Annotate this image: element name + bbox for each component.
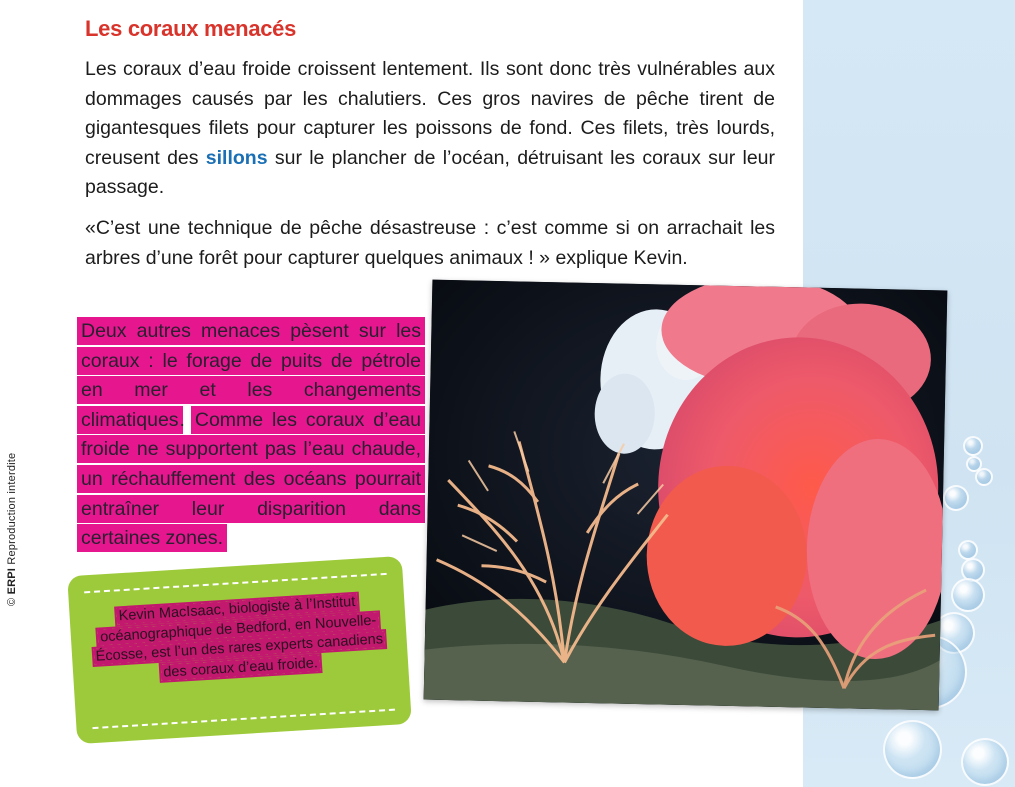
bubble-decoration [963,436,983,456]
paragraph-intro-before: Les coraux d’eau froide croissent lentement. Ils sont donc très vulnérables aux dommages causés par les chalutiers. Ces gros navires de pêche tirent de gigantesques filets pour capturer les poissons de fond. Ces filets, très lourds, creusent des [85,58,775,169]
caption-text [87,591,390,687]
page-title: Les coraux menacés [85,16,297,41]
paragraph-quote: «C’est une technique de pêche désastreuse : c’est comme si on arrachait les arbres d’une forêt pour capturer quelques animaux ! » explique Kevin. [85,217,775,269]
bubble-decoration [975,468,993,486]
copyright-brand: ERPI [6,567,18,595]
highlight-separator: . [179,408,194,431]
copyright-notice [6,452,18,606]
highlight-part1: Deux autres menaces pèsent sur les coraux : le forage de puits de pétrole en mer et les changements climatiques [81,320,421,431]
keyword-sillons: sillons [205,146,268,169]
card-dashed-line [92,709,395,729]
bubble-decoration [958,540,978,560]
copyright-symbol: © [6,597,18,606]
paragraph-intro-after: sur le plancher de l’océan, détruisant les coraux sur leur passage. [85,146,776,198]
highlighted-paragraph [80,317,422,554]
caption-card [67,556,412,744]
bubble-decoration [943,485,969,511]
bubble-decoration [961,738,1009,786]
bubble-decoration [883,720,942,779]
coral-illustration [424,280,948,711]
highlight-part2: Comme les coraux d’eau froide ne supportent pas l’eau chaude, un réchauffement des océans pourrait entraîner leur disparition dans certaines zones. [81,408,421,550]
caption-highlight: Kevin MacIsaac, biologiste à l’Institut océanographique de Bedford, en Nouvelle-Écosse, est l’un des rares experts canadiens des coraux d’eau froide. [95,593,384,681]
coral-photo [424,280,948,711]
card-dashed-line [84,573,387,593]
bubble-decoration [951,578,985,612]
copyright-text: Reproduction interdite [6,452,18,565]
paragraph-intro [85,55,775,203]
